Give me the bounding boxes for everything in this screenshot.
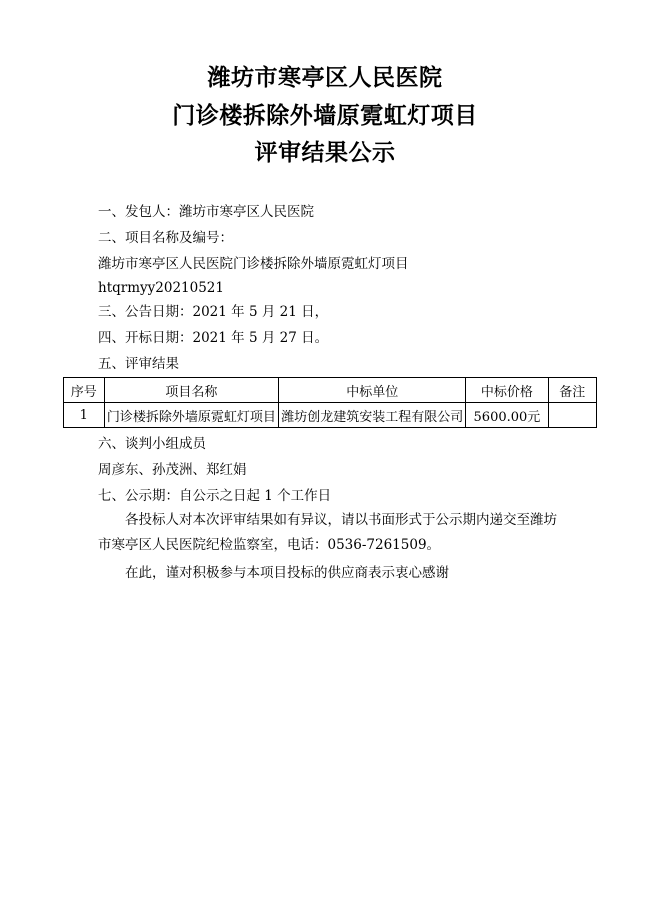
table-cell: 潍坊创龙建筑安装工程有限公司 (279, 403, 466, 428)
title-line-1: 潍坊市寒亭区人民医院 (207, 64, 443, 91)
table-header-cell: 项目名称 (104, 378, 279, 403)
period-line: 七、公示期：自公示之日起 1 个工作日 (98, 488, 332, 504)
table-header-cell: 中标单位 (279, 378, 466, 403)
thanks-paragraph: 在此，谨对积极参与本项目投标的供应商表示衷心感谢 (125, 565, 449, 581)
title-line-3: 评审结果公示 (254, 139, 396, 166)
result-heading: 五、评审结果 (98, 356, 179, 372)
project-name: 潍坊市寒亭区人民医院门诊楼拆除外墙原霓虹灯项目 (98, 256, 409, 272)
title-line-2: 门诊楼拆除外墙原霓虹灯项目 (172, 102, 478, 129)
table-header-cell: 中标价格 (466, 378, 548, 403)
table-header-row (64, 378, 597, 403)
objection-paragraph: 各投标人对本次评审结果如有异议，请以书面形式于公示期内递交至潍坊市寒亭区人民医院纪检监察室，电话：0536-7261509。 (98, 512, 557, 553)
project-heading: 二、项目名称及编号： (98, 230, 233, 246)
announce-date: 三、公告日期：2021 年 5 月 21 日， (98, 304, 329, 320)
table-cell: 门诊楼拆除外墙原霓虹灯项目 (104, 403, 279, 428)
employer-line: 一、发包人：潍坊市寒亭区人民医院 (98, 204, 314, 220)
bid-open-date: 四、开标日期：2021 年 5 月 27 日。 (98, 330, 329, 346)
result-table (63, 377, 597, 428)
table-header-cell: 备注 (548, 378, 596, 403)
panel-heading: 六、谈判小组成员 (98, 436, 206, 452)
panel-members: 周彦东、孙茂洲、郑红娟 (98, 462, 247, 478)
table-row (64, 403, 597, 428)
project-code: htqrmyy20210521 (98, 280, 224, 296)
table-cell: 1 (64, 403, 105, 428)
table-header-cell: 序号 (64, 378, 105, 403)
table-cell (548, 403, 596, 428)
table-cell: 5600.00元 (466, 403, 548, 428)
